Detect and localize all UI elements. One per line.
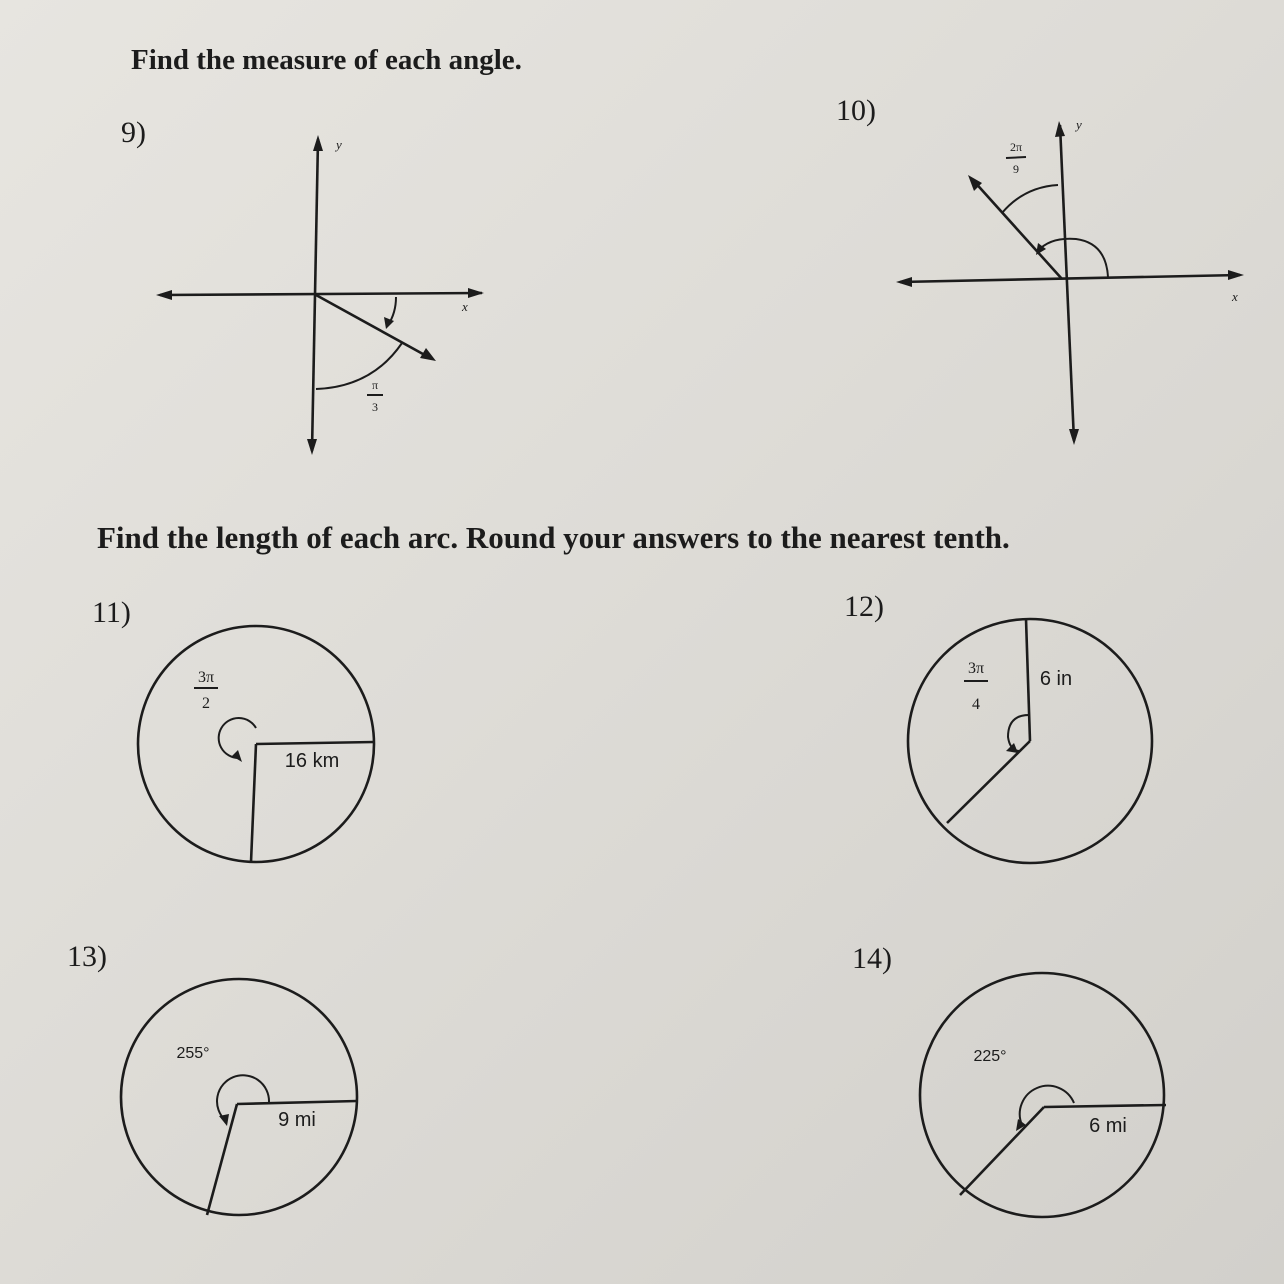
x-axis-left-arrow: [896, 277, 912, 287]
angle-arc: [316, 343, 402, 389]
angle-denominator: 4: [972, 696, 980, 713]
problem-13-diagram: [115, 960, 375, 1230]
circle: [920, 973, 1164, 1217]
problem-12-diagram: [900, 605, 1160, 875]
problem-10-number: 10): [836, 94, 876, 127]
angle-label: 225°: [973, 1048, 1007, 1065]
angle-denominator: 2: [202, 695, 210, 712]
angle-arc: [217, 1075, 269, 1120]
radius-line-terminal: [207, 1104, 237, 1215]
angle-numerator: π: [371, 378, 379, 392]
radius-line: [237, 1101, 357, 1104]
radius-line: [256, 742, 374, 744]
terminal-ray-arrow: [420, 348, 436, 361]
radius-label: 9 mi: [278, 1109, 316, 1131]
angle-numerator: 3π: [197, 669, 215, 686]
problem-11-number: 11): [92, 596, 131, 629]
radius-label: 6 in: [1039, 668, 1073, 690]
angle-arc-inner: [1038, 239, 1108, 277]
x-axis-right-arrow: [468, 288, 484, 298]
radius-line-terminal: [960, 1107, 1044, 1195]
problem-9-number: 9): [121, 116, 146, 149]
y-axis-down-arrow: [307, 439, 317, 455]
radius-line-terminal: [251, 744, 256, 862]
problem-10-diagram: [890, 115, 1250, 455]
angle-arc-arrow: [232, 750, 242, 762]
section-heading-arcs: Find the length of each arc. Round your answers to the nearest tenth.: [97, 520, 1010, 555]
angle-arc-arrow: [1006, 743, 1018, 753]
radius-label: 6 mi: [1089, 1115, 1127, 1137]
x-axis: [900, 275, 1240, 282]
radius-line-terminal: [947, 741, 1030, 823]
problem-9-diagram: [150, 125, 490, 465]
circle: [121, 979, 357, 1215]
problem-14-number: 14): [852, 942, 892, 975]
radius-line: [1026, 619, 1030, 741]
x-axis: [160, 293, 482, 295]
problem-13-number: 13): [67, 940, 107, 973]
problem-11-diagram: [130, 610, 390, 880]
y-axis-label: y: [336, 137, 342, 152]
y-axis-down-arrow: [1069, 429, 1079, 445]
angle-arc-outer: [1002, 185, 1058, 213]
y-axis-up-arrow: [1055, 121, 1065, 137]
angle-denominator: 3: [372, 400, 378, 414]
section-heading-angles: Find the measure of each angle.: [131, 44, 522, 76]
x-axis-label: x: [462, 299, 468, 314]
problem-14-diagram: [910, 975, 1180, 1215]
angle-denominator: 9: [1013, 162, 1019, 176]
angle-arc-arrow: [219, 1114, 229, 1126]
terminal-ray: [316, 295, 432, 359]
x-axis-right-arrow: [1228, 270, 1244, 280]
angle-label: 255°: [176, 1045, 210, 1062]
y-axis-label: y: [1076, 117, 1082, 132]
fraction-bar: [1006, 157, 1026, 158]
angle-numerator: 2π: [1009, 140, 1023, 154]
y-axis-up-arrow: [313, 135, 323, 151]
x-axis-label: x: [1232, 289, 1238, 304]
radius-line: [1044, 1105, 1166, 1107]
y-axis: [1060, 125, 1074, 441]
angle-numerator: 3π: [967, 660, 985, 677]
problem-12-number: 12): [844, 590, 884, 623]
radius-label: 16 km: [284, 750, 340, 772]
x-axis-left-arrow: [156, 290, 172, 300]
terminal-ray: [972, 179, 1062, 279]
